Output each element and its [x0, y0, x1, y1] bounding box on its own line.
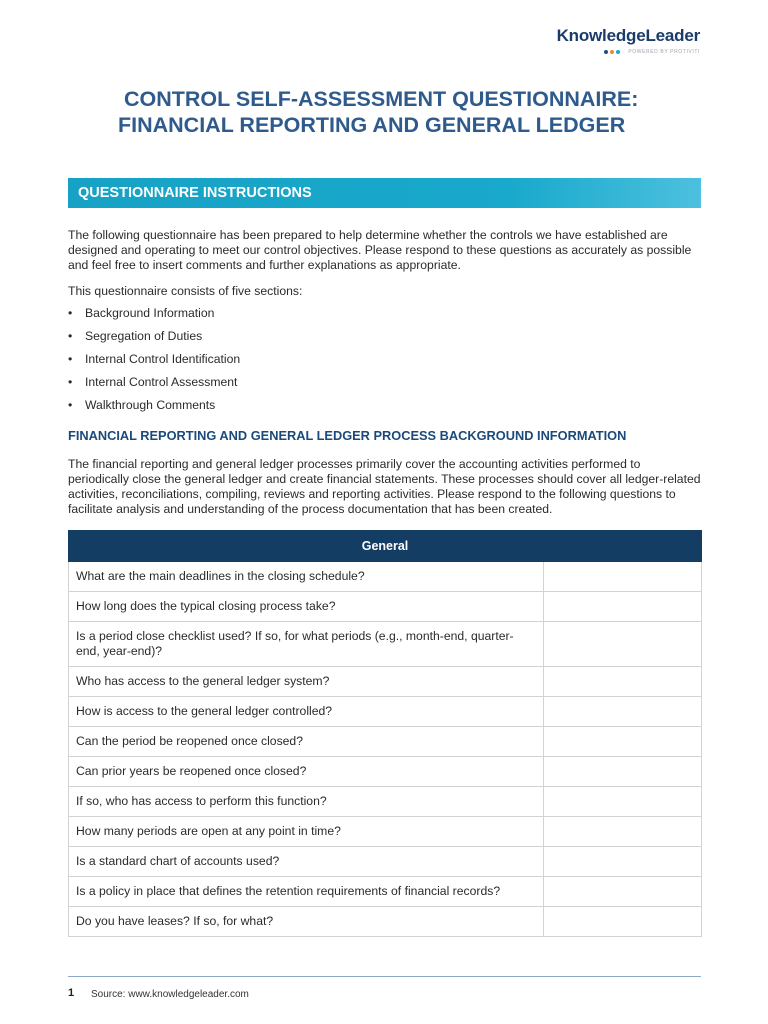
answer-cell[interactable]: [544, 592, 702, 622]
question-cell: How long does the typical closing process take?: [69, 592, 544, 622]
table-row: [69, 727, 702, 757]
instructions-heading: QUESTIONNAIRE INSTRUCTIONS: [68, 178, 701, 208]
question-cell: Is a standard chart of accounts used?: [69, 847, 544, 877]
list-item: [68, 305, 240, 328]
page-number: 1: [68, 987, 75, 999]
table-row: [69, 877, 702, 907]
table-row: [69, 667, 702, 697]
list-item-label: Background Information: [85, 306, 215, 320]
question-cell: If so, who has access to perform this function?: [69, 787, 544, 817]
footer-divider: [68, 976, 701, 977]
table-row: [69, 847, 702, 877]
brand-name: KnowledgeLeader: [556, 26, 700, 45]
table-row: [69, 787, 702, 817]
list-item: [68, 397, 240, 420]
background-paragraph: The financial reporting and general ledger processes primarily cover the accounting activities performed to periodically close the general ledger and create financial statements. These processes should cover all ledger-related activities, reconciliations, compiling, reviews and reporting activities. Please respond to the following questions to facilitate analysis and understanding of the process documentation that has been created.: [68, 457, 701, 516]
table-row: [69, 622, 702, 667]
answer-cell[interactable]: [544, 787, 702, 817]
bullet-icon: •: [68, 375, 73, 389]
answer-cell[interactable]: [544, 697, 702, 727]
table-row: [69, 817, 702, 847]
logo-dot-icon: [610, 50, 614, 54]
answer-cell[interactable]: [544, 757, 702, 787]
background-heading: FINANCIAL REPORTING AND GENERAL LEDGER PROCESS BACKGROUND INFORMATION: [68, 428, 627, 443]
question-cell: How many periods are open at any point in time?: [69, 817, 544, 847]
question-cell: How is access to the general ledger controlled?: [69, 697, 544, 727]
brand-tagline: POWERED BY PROTIVITI: [628, 49, 700, 55]
question-cell: Is a period close checklist used? If so, for what periods (e.g., month-end, quarter-end, year-end)?: [69, 622, 544, 667]
footer-source: Source: www.knowledgeleader.com: [91, 989, 249, 1000]
table-row: [69, 592, 702, 622]
answer-cell[interactable]: [544, 622, 702, 667]
question-cell: Can prior years be reopened once closed?: [69, 757, 544, 787]
question-cell: Who has access to the general ledger system?: [69, 667, 544, 697]
answer-cell[interactable]: [544, 907, 702, 937]
question-cell: Do you have leases? If so, for what?: [69, 907, 544, 937]
list-item: [68, 351, 240, 374]
question-cell: Can the period be reopened once closed?: [69, 727, 544, 757]
answer-cell[interactable]: [544, 877, 702, 907]
question-cell: Is a policy in place that defines the retention requirements of financial records?: [69, 877, 544, 907]
bullet-icon: •: [68, 398, 73, 412]
answer-cell[interactable]: [544, 727, 702, 757]
bullet-icon: •: [68, 306, 73, 320]
list-item: [68, 328, 240, 351]
bullet-icon: •: [68, 329, 73, 343]
table-row: [69, 697, 702, 727]
instructions-paragraph: The following questionnaire has been prepared to help determine whether the controls we have established are designed and operating to meet our control objectives. Please respond to these questions as accurately as possible and feel free to insert comments and further explanations as appropriate.: [68, 228, 692, 272]
table-row: [69, 907, 702, 937]
list-item-label: Segregation of Duties: [85, 329, 203, 343]
answer-cell[interactable]: [544, 847, 702, 877]
answer-cell[interactable]: [544, 817, 702, 847]
list-item-label: Walkthrough Comments: [85, 398, 216, 412]
list-item-label: Internal Control Identification: [85, 352, 241, 366]
brand-tagline-row: [557, 49, 700, 55]
general-questions-table: [68, 530, 702, 937]
question-cell: What are the main deadlines in the closing schedule?: [69, 562, 544, 592]
logo-dot-icon: [616, 50, 620, 54]
page-title: [68, 86, 708, 138]
page-title-line-2: FINANCIAL REPORTING AND GENERAL LEDGER: [118, 113, 626, 137]
page-title-line-1: CONTROL SELF-ASSESSMENT QUESTIONNAIRE:: [124, 87, 639, 111]
brand-logo: [557, 26, 700, 55]
bullet-icon: •: [68, 352, 73, 366]
table-row: [69, 757, 702, 787]
table-row: [69, 562, 702, 592]
list-item-label: Internal Control Assessment: [85, 375, 238, 389]
answer-cell[interactable]: [544, 667, 702, 697]
logo-dot-icon: [604, 50, 608, 54]
table-header-row: [69, 531, 702, 562]
list-item: [68, 374, 240, 397]
answer-cell[interactable]: [544, 562, 702, 592]
sections-intro: This questionnaire consists of five sections:: [68, 284, 303, 298]
table-header: General: [69, 531, 702, 562]
sections-list: [68, 305, 240, 420]
